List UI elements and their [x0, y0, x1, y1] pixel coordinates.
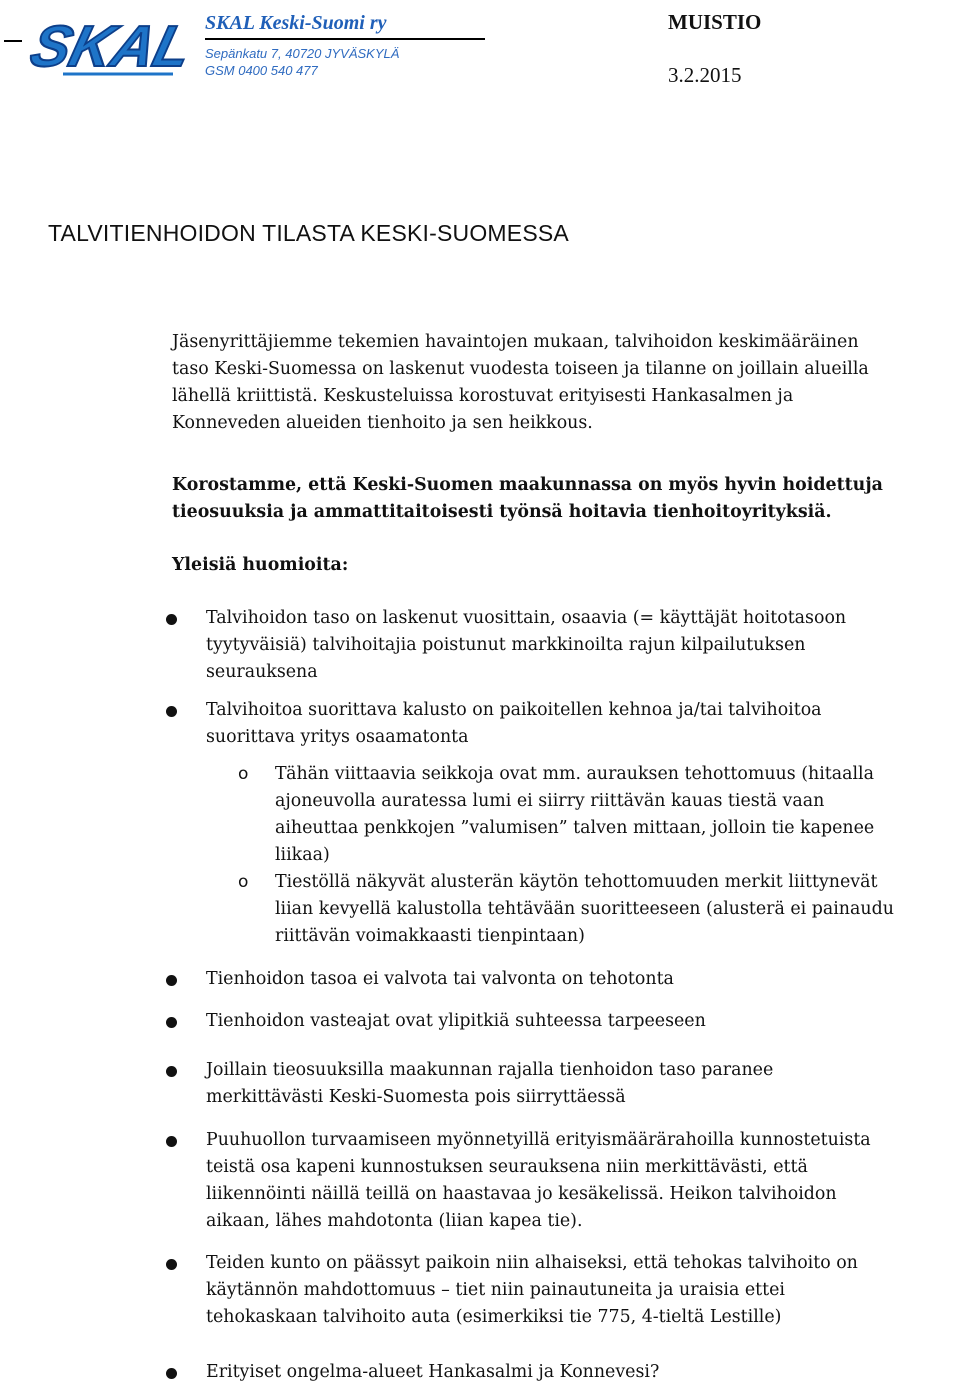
intro-paragraph [172, 329, 952, 437]
emphasis-line: Korostamme, että Keski-Suomen maakunnassa on myös hyvin hoidettuja [172, 475, 883, 495]
list-item-line: seurauksena [206, 662, 318, 682]
sub-list-item [275, 869, 957, 950]
list-item [206, 605, 956, 686]
list-item-line: liikennöinti näillä teillä on haastavaa jo kesäkelissä. Heikon talvihoidon [206, 1184, 837, 1204]
sub-list-item-line: riittävän voimakkaasti tienpintaan) [275, 926, 585, 946]
sub-list-item-line: aiheuttaa penkkojen ”valumisen” talven mittaan, jolloin tie kapenee [275, 818, 875, 838]
header-dash [4, 40, 22, 42]
bullet-marker [166, 975, 177, 986]
list-item [206, 1250, 956, 1331]
organization-phone: GSM 0400 540 477 [205, 63, 318, 78]
list-item-line: merkittävästi Keski-Suomesta pois siirryttäessä [206, 1087, 626, 1107]
organization-name: SKAL Keski-Suomi ry [205, 10, 485, 40]
document-type: MUISTIO [668, 10, 762, 34]
list-item [206, 1127, 956, 1235]
skal-logo [24, 4, 199, 79]
sub-list-item-line: liikaa) [275, 845, 330, 865]
list-item [206, 1359, 956, 1386]
list-item [206, 1057, 956, 1111]
list-item-line: aikaan, lähes mahdotonta (liian kapea tie). [206, 1211, 583, 1231]
sub-list-item-line: liian kevyellä kalustolla tehtävään suoritteeseen (alusterä ei painaudu [275, 899, 894, 919]
list-item-line: Talvihoitoa suorittava kalusto on paikoitellen kehnoa ja/tai talvihoitoa [206, 700, 822, 720]
list-item-line: Puuhuollon turvaamiseen myönnetyillä erityismäärärahoilla kunnostetuista [206, 1130, 871, 1150]
sub-list-item-line: Tähän viittaavia seikkoja ovat mm. aurauksen tehottomuus (hitaalla [275, 764, 874, 784]
list-item-line: Erityiset ongelma-alueet Hankasalmi ja Konnevesi? [206, 1362, 660, 1382]
sub-bullet-marker: o [238, 764, 249, 784]
list-item-line: tyytyväisiä) talvihoitajia poistunut markkinoilta rajun kilpailutuksen [206, 635, 806, 655]
intro-line: Konneveden alueiden tienhoito ja sen heikkous. [172, 413, 593, 433]
sub-bullet-marker: o [238, 872, 249, 892]
intro-line: lähellä kriittistä. Keskusteluissa korostuvat erityisesti Hankasalmen ja [172, 386, 794, 406]
intro-line: taso Keski-Suomessa on laskenut vuodesta toiseen ja tilanne on joillain alueilla [172, 359, 869, 379]
sub-list-item-line: ajoneuvolla auratessa lumi ei siirry riittävän kauas tiestä vaan [275, 791, 825, 811]
intro-line: Jäsenyrittäjiemme tekemien havaintojen mukaan, talvihoidon keskimääräinen [172, 332, 859, 352]
bullet-marker [166, 614, 177, 625]
list-item-line: Tienhoidon vasteajat ovat ylipitkiä suhteessa tarpeeseen [206, 1011, 706, 1031]
logo-text: SKAL [24, 14, 199, 79]
list-item-line: Talvihoidon taso on laskenut vuosittain, osaavia (= käyttäjät hoitotasoon [206, 608, 847, 628]
list-item-line: tehokaskaan talvihoito auta (esimerkiksi tie 775, 4-tieltä Lestille) [206, 1307, 782, 1327]
bullet-marker [166, 1017, 177, 1028]
list-item [206, 1008, 956, 1035]
organization-block [205, 10, 485, 79]
bullet-marker [166, 1259, 177, 1270]
bullet-marker [166, 1066, 177, 1077]
bullet-marker [166, 706, 177, 717]
observations-heading: Yleisiä huomioita: [172, 555, 349, 575]
list-item-line: Tienhoidon tasoa ei valvota tai valvonta on tehotonta [206, 969, 674, 989]
bullet-marker [166, 1368, 177, 1379]
organization-address: Sepänkatu 7, 40720 JYVÄSKYLÄ [205, 46, 400, 61]
sub-list-item [275, 761, 957, 869]
sub-list-item-line: Tiestöllä näkyvät alusterän käytön tehottomuuden merkit liittynevät [275, 872, 878, 892]
document-date: 3.2.2015 [668, 63, 742, 87]
bullet-marker [166, 1136, 177, 1147]
list-item [206, 966, 956, 993]
list-item-line: suorittava yritys osaamatonta [206, 727, 469, 747]
list-item-line: teistä osa kapeni kunnostuksen seurauksena niin merkittävästi, että [206, 1157, 808, 1177]
emphasis-paragraph [172, 472, 952, 526]
emphasis-line: tieosuuksia ja ammattitaitoisesti työnsä hoitavia tienhoitoyrityksiä. [172, 502, 832, 522]
list-item [206, 697, 956, 751]
list-item-line: Joillain tieosuuksilla maakunnan rajalla tienhoidon taso paranee [206, 1060, 774, 1080]
document-title: TALVITIENHOIDON TILASTA KESKI-SUOMESSA [48, 220, 569, 246]
list-item-line: käytännön mahdottomuus – tiet niin painautuneita ja uraisia ettei [206, 1280, 785, 1300]
list-item-line: Teiden kunto on päässyt paikoin niin alhaiseksi, että tehokas talvihoito on [206, 1253, 858, 1273]
